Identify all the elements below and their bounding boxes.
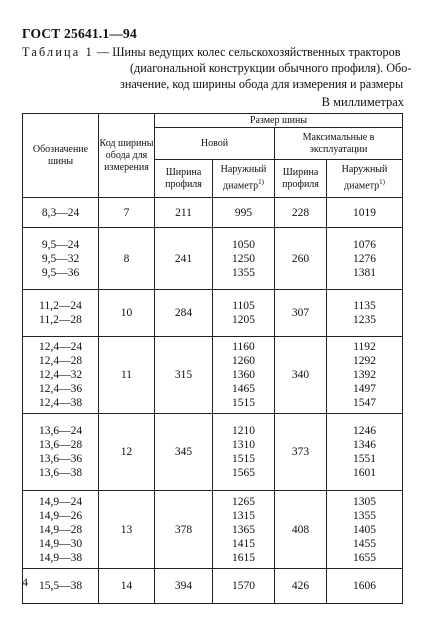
max-outer-diameter-cell-value: 1455 (353, 537, 376, 550)
max-outer-diameter-cell-value: 1076 (353, 238, 376, 251)
max-outer-diameter-cell-value: 1355 (353, 509, 376, 522)
max-outer-diameter-cell (327, 337, 403, 414)
header-new-outer-diameter-label: Наружный диаметр (220, 164, 267, 192)
table-row (23, 198, 403, 228)
max-outer-diameter-cell (327, 290, 403, 337)
table-row (23, 414, 403, 491)
new-profile-width-cell: 315 (155, 337, 213, 414)
rim-code-cell: 12 (99, 414, 155, 491)
tire-designation-cell-value: 9,5—24 (41, 238, 80, 251)
new-outer-diameter-cell-value: 1360 (232, 369, 255, 381)
tire-designation-cell-value: 12,4—24 (38, 341, 83, 353)
max-outer-diameter-cell-value: 1547 (353, 397, 376, 409)
max-outer-diameter-cell-value: 1606 (353, 580, 376, 592)
document-code: ГОСТ 25641.1—94 (22, 26, 137, 41)
max-outer-diameter-cell (327, 414, 403, 491)
max-outer-diameter-cell-value: 1551 (353, 453, 376, 465)
header-max-in-service: Максимальные в эксплуатации (275, 128, 403, 160)
table-row (23, 491, 403, 569)
max-profile-width-cell: 307 (275, 290, 327, 337)
max-outer-diameter-cell-value: 1019 (353, 206, 376, 219)
tire-size-table (22, 113, 403, 604)
max-outer-diameter-cell-value: 1135 (353, 300, 376, 312)
new-outer-diameter-cell-value: 1160 (232, 341, 255, 353)
new-outer-diameter-cell-value: 1265 (232, 495, 255, 508)
max-profile-width-cell: 408 (275, 491, 327, 569)
new-outer-diameter-cell-value: 1210 (232, 425, 255, 437)
max-outer-diameter-cell (327, 198, 403, 228)
tire-designation-cell (23, 414, 99, 491)
max-profile-width-cell: 340 (275, 337, 327, 414)
caption-dash: — (93, 45, 113, 59)
new-outer-diameter-cell-value: 1260 (232, 355, 255, 367)
tire-designation-cell-value: 12,4—38 (38, 397, 83, 409)
header-new-profile-width: Ширина профиля (155, 160, 213, 198)
new-outer-diameter-cell (213, 290, 275, 337)
tire-designation-cell-value: 15,5—38 (38, 580, 83, 592)
new-outer-diameter-cell-value: 1105 (232, 300, 255, 312)
tire-designation-cell (23, 491, 99, 569)
rim-code-cell: 8 (99, 228, 155, 290)
page-number: 4 (22, 575, 28, 589)
tire-designation-cell (23, 290, 99, 337)
table-row (23, 228, 403, 290)
new-profile-width-cell: 378 (155, 491, 213, 569)
rim-code-cell: 13 (99, 491, 155, 569)
tire-designation-cell-value: 13,6—24 (38, 425, 83, 437)
max-outer-diameter-cell-value: 1497 (353, 383, 376, 395)
new-profile-width-cell: 345 (155, 414, 213, 491)
tire-designation-cell-value: 14,9—38 (38, 551, 83, 564)
new-outer-diameter-cell (213, 337, 275, 414)
caption-line-2: (диагональной конструкции обычного профиля). Обо- (130, 61, 412, 75)
tire-designation-cell-value: 9,5—36 (41, 266, 80, 279)
header-new-outer-diameter (213, 160, 275, 198)
max-profile-width-cell: 373 (275, 414, 327, 491)
max-outer-diameter-cell-value: 1246 (353, 425, 376, 437)
table-caption (22, 44, 412, 92)
new-outer-diameter-cell-value: 1355 (232, 266, 255, 279)
new-outer-diameter-cell-value: 1615 (232, 551, 255, 564)
units-note: В миллиметрах (321, 95, 404, 109)
new-outer-diameter-cell-value: 1250 (232, 252, 255, 265)
max-profile-width-cell: 260 (275, 228, 327, 290)
max-outer-diameter-cell (327, 491, 403, 569)
tire-designation-cell-value: 12,4—28 (38, 355, 83, 367)
new-outer-diameter-cell (213, 414, 275, 491)
header-tire-designation: Обозначение шины (23, 114, 99, 198)
max-outer-diameter-cell-value: 1392 (353, 369, 376, 381)
new-outer-diameter-cell-value: 1205 (232, 314, 255, 326)
new-outer-diameter-cell-value: 1365 (232, 523, 255, 536)
header-max-profile-width: Ширина профиля (275, 160, 327, 198)
max-profile-width-cell: 426 (275, 569, 327, 604)
max-outer-diameter-cell-value: 1292 (353, 355, 376, 367)
tire-designation-cell (23, 228, 99, 290)
header-max-outer-diameter (327, 160, 403, 198)
header-new: Новой (155, 128, 275, 160)
max-outer-diameter-cell-value: 1346 (353, 439, 376, 451)
new-outer-diameter-cell-value: 1515 (232, 397, 255, 409)
new-outer-diameter-cell-value: 1315 (232, 509, 255, 522)
max-outer-diameter-cell-value: 1601 (353, 467, 376, 479)
max-outer-diameter-cell (327, 569, 403, 604)
caption-line-3: значение, код ширины обода для измерения и размеры (120, 77, 404, 91)
new-outer-diameter-cell (213, 491, 275, 569)
max-outer-diameter-cell-value: 1655 (353, 551, 376, 564)
rim-code-cell: 7 (99, 198, 155, 228)
new-outer-diameter-cell-value: 1310 (232, 439, 255, 451)
max-profile-width-cell: 228 (275, 198, 327, 228)
tire-designation-cell-value: 14,9—24 (38, 495, 83, 508)
max-outer-diameter-cell-value: 1276 (353, 252, 376, 265)
tire-designation-cell-value: 14,9—28 (38, 523, 83, 536)
tire-designation-cell-value: 8,3—24 (41, 206, 80, 219)
caption-label: Таблица 1 (22, 45, 94, 59)
rim-code-cell: 10 (99, 290, 155, 337)
tire-designation-cell-value: 12,4—36 (38, 383, 83, 395)
new-outer-diameter-cell-value: 1415 (232, 537, 255, 550)
new-outer-diameter-cell-value: 1465 (232, 383, 255, 395)
tire-designation-cell-value: 13,6—28 (38, 439, 83, 451)
header-max-outer-diameter-label: Наружный диаметр (341, 164, 388, 192)
max-outer-diameter-cell-value: 1305 (353, 495, 376, 508)
new-profile-width-cell: 394 (155, 569, 213, 604)
max-outer-diameter-cell-value: 1192 (353, 341, 376, 353)
tire-designation-cell-value: 11,2—28 (39, 314, 82, 326)
table-row (23, 290, 403, 337)
caption-title: Шины ведущих колес сельскохозяйственных тракторов (112, 45, 401, 59)
tire-designation-cell-value: 9,5—32 (41, 252, 80, 265)
table-row (23, 337, 403, 414)
new-outer-diameter-cell (213, 569, 275, 604)
rim-code-cell: 14 (99, 569, 155, 604)
new-profile-width-cell: 241 (155, 228, 213, 290)
tire-designation-cell (23, 337, 99, 414)
max-outer-diameter-cell-value: 1381 (353, 266, 376, 279)
table-row (23, 569, 403, 604)
new-outer-diameter-cell (213, 198, 275, 228)
new-outer-diameter-cell-value: 1515 (232, 453, 255, 465)
max-outer-diameter-cell-value: 1235 (353, 314, 376, 326)
new-outer-diameter-cell (213, 228, 275, 290)
tire-designation-cell (23, 569, 99, 604)
tire-designation-cell-value: 14,9—30 (38, 537, 83, 550)
new-profile-width-cell: 284 (155, 290, 213, 337)
new-outer-diameter-cell-value: 1570 (232, 580, 255, 592)
rim-code-cell: 11 (99, 337, 155, 414)
tire-designation-cell-value: 14,9—26 (38, 509, 83, 522)
tire-designation-cell-value: 12,4—32 (38, 369, 83, 381)
new-outer-diameter-cell-value: 1565 (232, 467, 255, 479)
max-outer-diameter-cell-value: 1405 (353, 523, 376, 536)
header-tire-size: Размер шины (155, 114, 403, 128)
new-outer-diameter-cell-value: 1050 (232, 238, 255, 251)
caption-line-1 (22, 44, 402, 60)
tire-designation-cell-value: 11,2—24 (39, 300, 82, 312)
tire-designation-cell (23, 198, 99, 228)
new-outer-diameter-cell-value: 995 (234, 206, 253, 219)
header-rim-code: Код ширины обода для измерения (99, 114, 155, 198)
footnote-mark: 1) (379, 178, 385, 187)
tire-designation-cell-value: 13,6—36 (38, 453, 83, 465)
tire-designation-cell-value: 13,6—38 (38, 467, 83, 479)
max-outer-diameter-cell (327, 228, 403, 290)
new-profile-width-cell: 211 (155, 198, 213, 228)
footnote-mark: 1) (258, 178, 264, 187)
